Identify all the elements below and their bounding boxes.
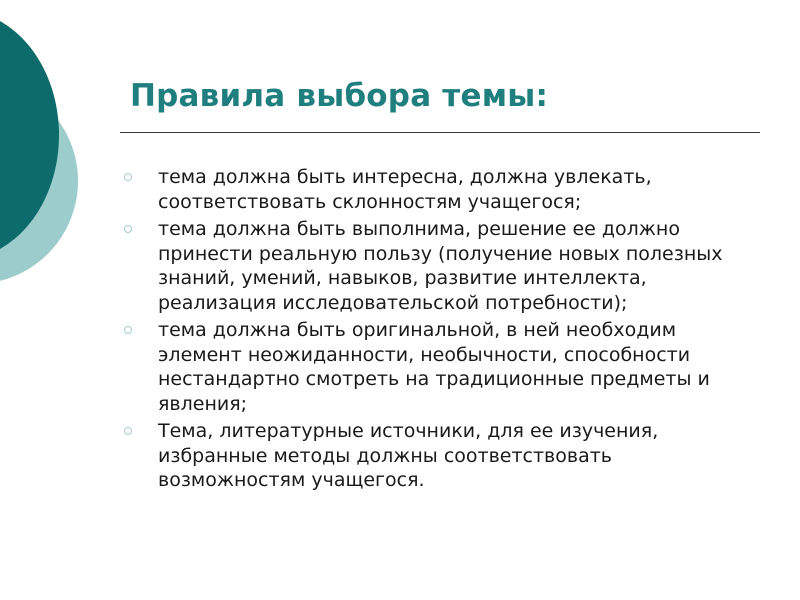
bullet-item bbox=[120, 419, 760, 493]
bullet-item bbox=[120, 217, 760, 315]
slide-title: Правила выбора темы: bbox=[130, 78, 549, 114]
hollow-circle-icon bbox=[124, 225, 132, 233]
hollow-circle-icon bbox=[124, 427, 132, 435]
bullet-text: Тема, литературные источники, для ее изучения, избранные методы должны соответствовать возможностям учащегося. bbox=[158, 420, 659, 491]
bullet-list bbox=[120, 165, 760, 496]
bullet-text: тема должна быть интересна, должна увлекать, соответствовать склонностям учащегося; bbox=[158, 166, 652, 213]
hollow-circle-icon bbox=[124, 326, 132, 334]
bullet-item bbox=[120, 318, 760, 416]
bullet-text: тема должна быть оригинальной, в ней необходим элемент неожиданности, необычности, способности нестандартно смотреть на традиционные предметы и явления; bbox=[158, 319, 710, 415]
bullet-text: тема должна быть выполнима, решение ее должно принести реальную пользу (получение новых полезных знаний, умений, навыков, развитие интеллекта, реализация исследовательской потребности); bbox=[158, 218, 723, 314]
title-underline-divider bbox=[120, 132, 760, 133]
hollow-circle-icon bbox=[124, 173, 132, 181]
bullet-item bbox=[120, 165, 760, 214]
